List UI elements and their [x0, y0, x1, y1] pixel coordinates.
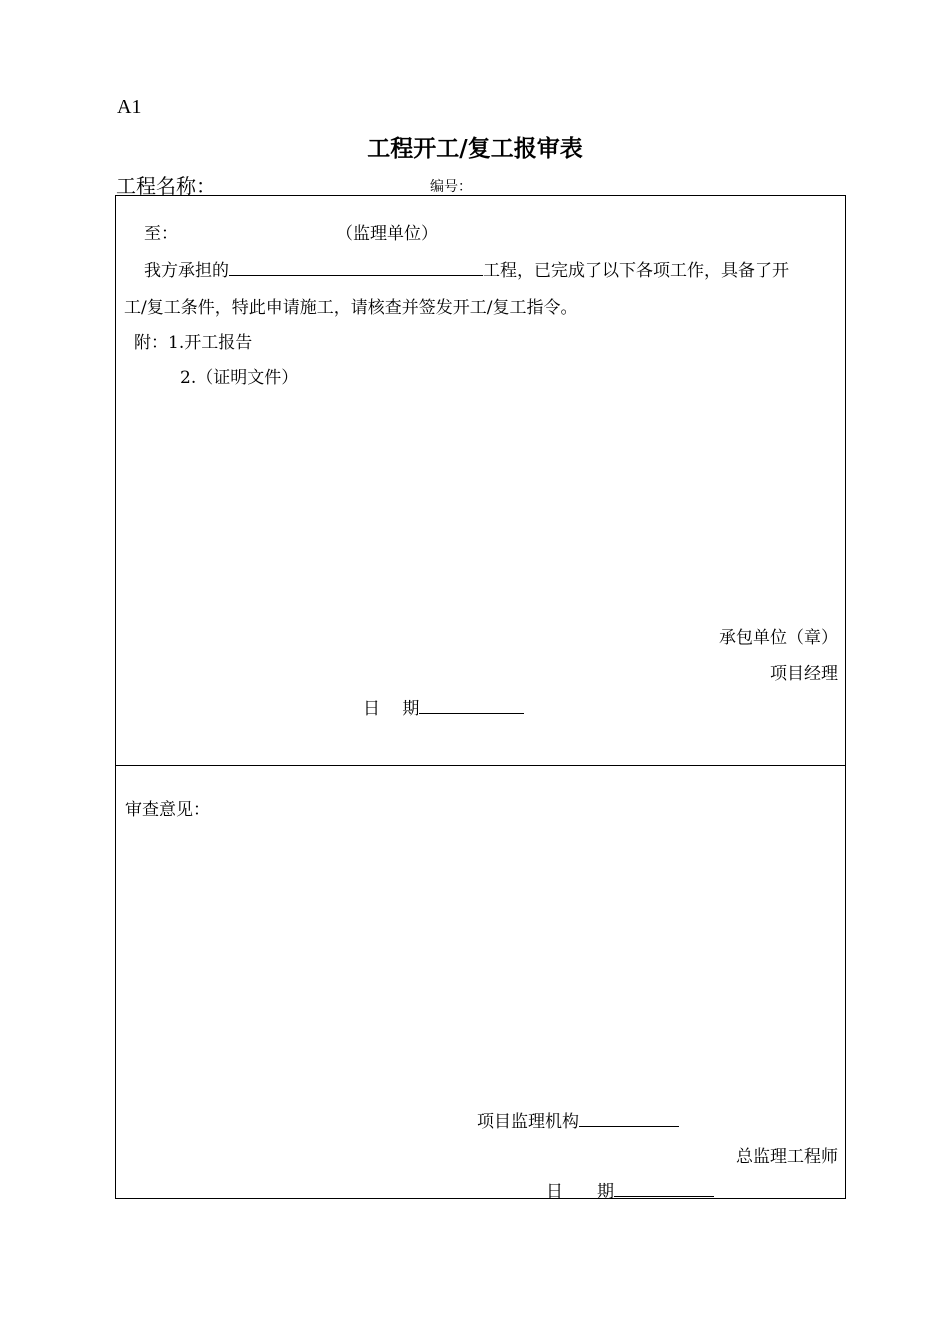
application-body-line2: 工/复工条件，特此申请施工，请核查并签发开工/复工指令。 — [124, 298, 578, 318]
attachment-item-1: 附：1.开工报告 — [134, 333, 253, 353]
review-date-label: 日 期 — [546, 1182, 614, 1202]
application-date-row — [363, 694, 524, 719]
application-body-line1 — [144, 256, 789, 281]
page-title: 工程开工/复工报审表 — [367, 135, 583, 162]
project-manager-label: 项目经理 — [770, 664, 838, 684]
project-name-label: 工程名称： — [116, 174, 216, 198]
review-opinion-label: 审查意见： — [125, 800, 210, 820]
form-code: A1 — [117, 96, 142, 118]
application-date-blank — [419, 695, 524, 714]
chief-engineer-label: 总监理工程师 — [736, 1147, 838, 1167]
contractor-seal-label: 承包单位（章） — [719, 628, 838, 648]
section-divider — [115, 765, 846, 766]
review-date-blank — [614, 1178, 714, 1197]
to-label: 至： — [144, 224, 178, 244]
supervision-org-row — [477, 1107, 679, 1132]
supervision-org-label: 项目监理机构 — [477, 1112, 579, 1132]
supervision-org-blank — [579, 1108, 679, 1127]
serial-number-label: 编号： — [430, 179, 472, 195]
review-date-row — [546, 1177, 714, 1202]
application-date-label: 日 期 — [363, 699, 420, 719]
attachment-item-2: 2.（证明文件） — [180, 368, 299, 388]
body-suffix: 工程，已完成了以下各项工作，具备了开 — [483, 261, 789, 281]
supervisor-unit-label: （监理单位） — [336, 224, 438, 244]
body-prefix: 我方承担的 — [144, 261, 229, 281]
project-blank-line — [229, 257, 483, 276]
